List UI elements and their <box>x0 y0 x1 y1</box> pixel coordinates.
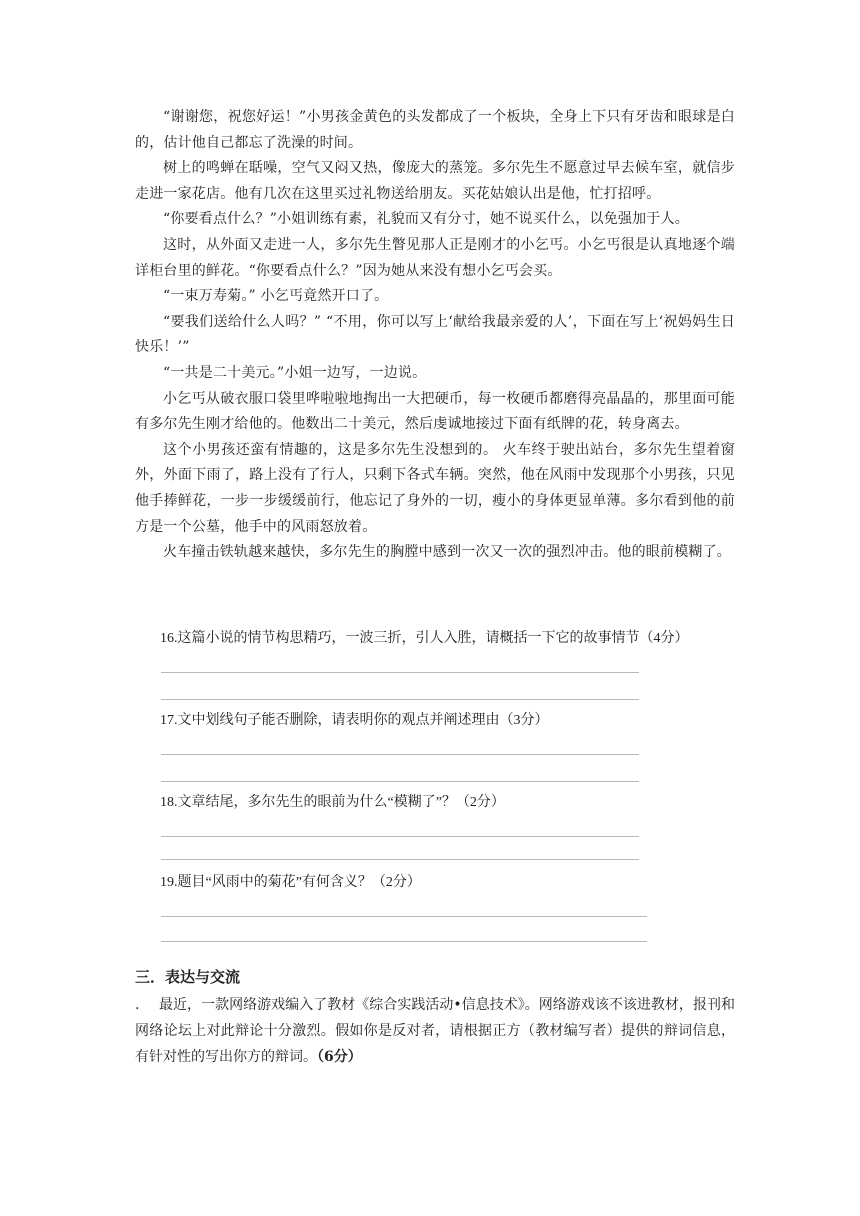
question-list <box>135 626 755 942</box>
story-paragraph: “你要看点什么？”小姐训练有素，礼貌而又有分寸，她不说买什么，以免强加于人。 <box>163 211 689 228</box>
story-text <box>135 105 735 566</box>
story-paragraph: 这时，从外面又走进一人，多尔先生瞥见那人正是刚才的小乞丐。小乞丐很是认真地逐个端详柜台里的鲜花。“你要看点什么？”因为她从来没有想小乞丐会买。 <box>135 236 735 279</box>
story-paragraph: 火车撞击铁轨越来越快，多尔先生的胸膛中感到一次又一次的强烈冲击。他的眼前模糊了。 <box>163 544 731 561</box>
story-paragraph: 这个小男孩还蛮有情趣的，这是多尔先生没想到的。 火车终于驶出站台，多尔先生望着窗外，外面下雨了，路上没有了行人，只剩下各式车辆。突然，他在风雨中发现那个小男孩，只见他手捧鲜花，一步一步缓缓前行，他忘记了身外的一切，瘦小的身体更显单薄。多尔看到他的前方是一个公墓，他手中的风雨怒放着。 <box>135 441 735 535</box>
question-18: 18.文章结尾，多尔先生的眼前为什么“模糊了”？（2分） <box>160 795 505 810</box>
task-text: 最近，一款网络游戏编入了教材《综合实践活动•信息技术》。网络游戏该不该进教材，报刊和网络论坛上对此辩论十分激烈。假如你是反对者，请根据正方（教材编写者）提供的辩词信息，有针对性的写出你方的辩词。 <box>135 997 735 1065</box>
item-marker: . <box>135 997 140 1013</box>
story-paragraph: “一共是二十美元。”小姐一边写，一边说。 <box>163 364 427 381</box>
story-paragraph: “谢谢您，祝您好运！”小男孩金黄色的头发都成了一个板块，全身上下只有牙齿和眼球是白的，估计他自己都忘了洗澡的时间。 <box>135 109 735 151</box>
question-16: 16.这篇小说的情节构思精巧，一波三折，引人入胜，请概括一下它的故事情节（4分） <box>160 631 689 646</box>
question-17: 17.文中划线句子能否删除，请表明你的观点并阐述理由（3分） <box>160 713 549 728</box>
answer-line[interactable] <box>161 941 647 942</box>
story-paragraph: “一束万寿菊。” 小乞丐竟然开口了。 <box>163 288 389 305</box>
story-paragraph: 树上的鸣蝉在聒噪，空气又闷又热，像庞大的蒸笼。多尔先生不愿意过早去候车室，就信步走进一家花店。他有几次在这里买过礼物送给朋友。买花姑娘认出是他，忙打招呼。 <box>135 160 735 202</box>
question-19: 19.题目“风雨中的菊花”有何含义？（2分） <box>160 875 421 890</box>
story-paragraph: 小乞丐从破衣服口袋里哗啦啦地掏出一大把硬币，每一枚硬币都磨得亮晶晶的，那里面可能有多尔先生刚才给他的。他数出二十美元，然后虔诚地接过下面有纸牌的花，转身离去。 <box>135 390 735 433</box>
section-task <box>135 992 735 1070</box>
task-score: （6分） <box>317 1049 362 1065</box>
section-heading: 三．表达与交流 <box>135 968 241 986</box>
story-paragraph: “要我们送给什么人吗？” “不用，你可以写上‘献给我最亲爱的人’，下面在写上‘祝妈妈生日快乐！’” <box>135 313 735 356</box>
